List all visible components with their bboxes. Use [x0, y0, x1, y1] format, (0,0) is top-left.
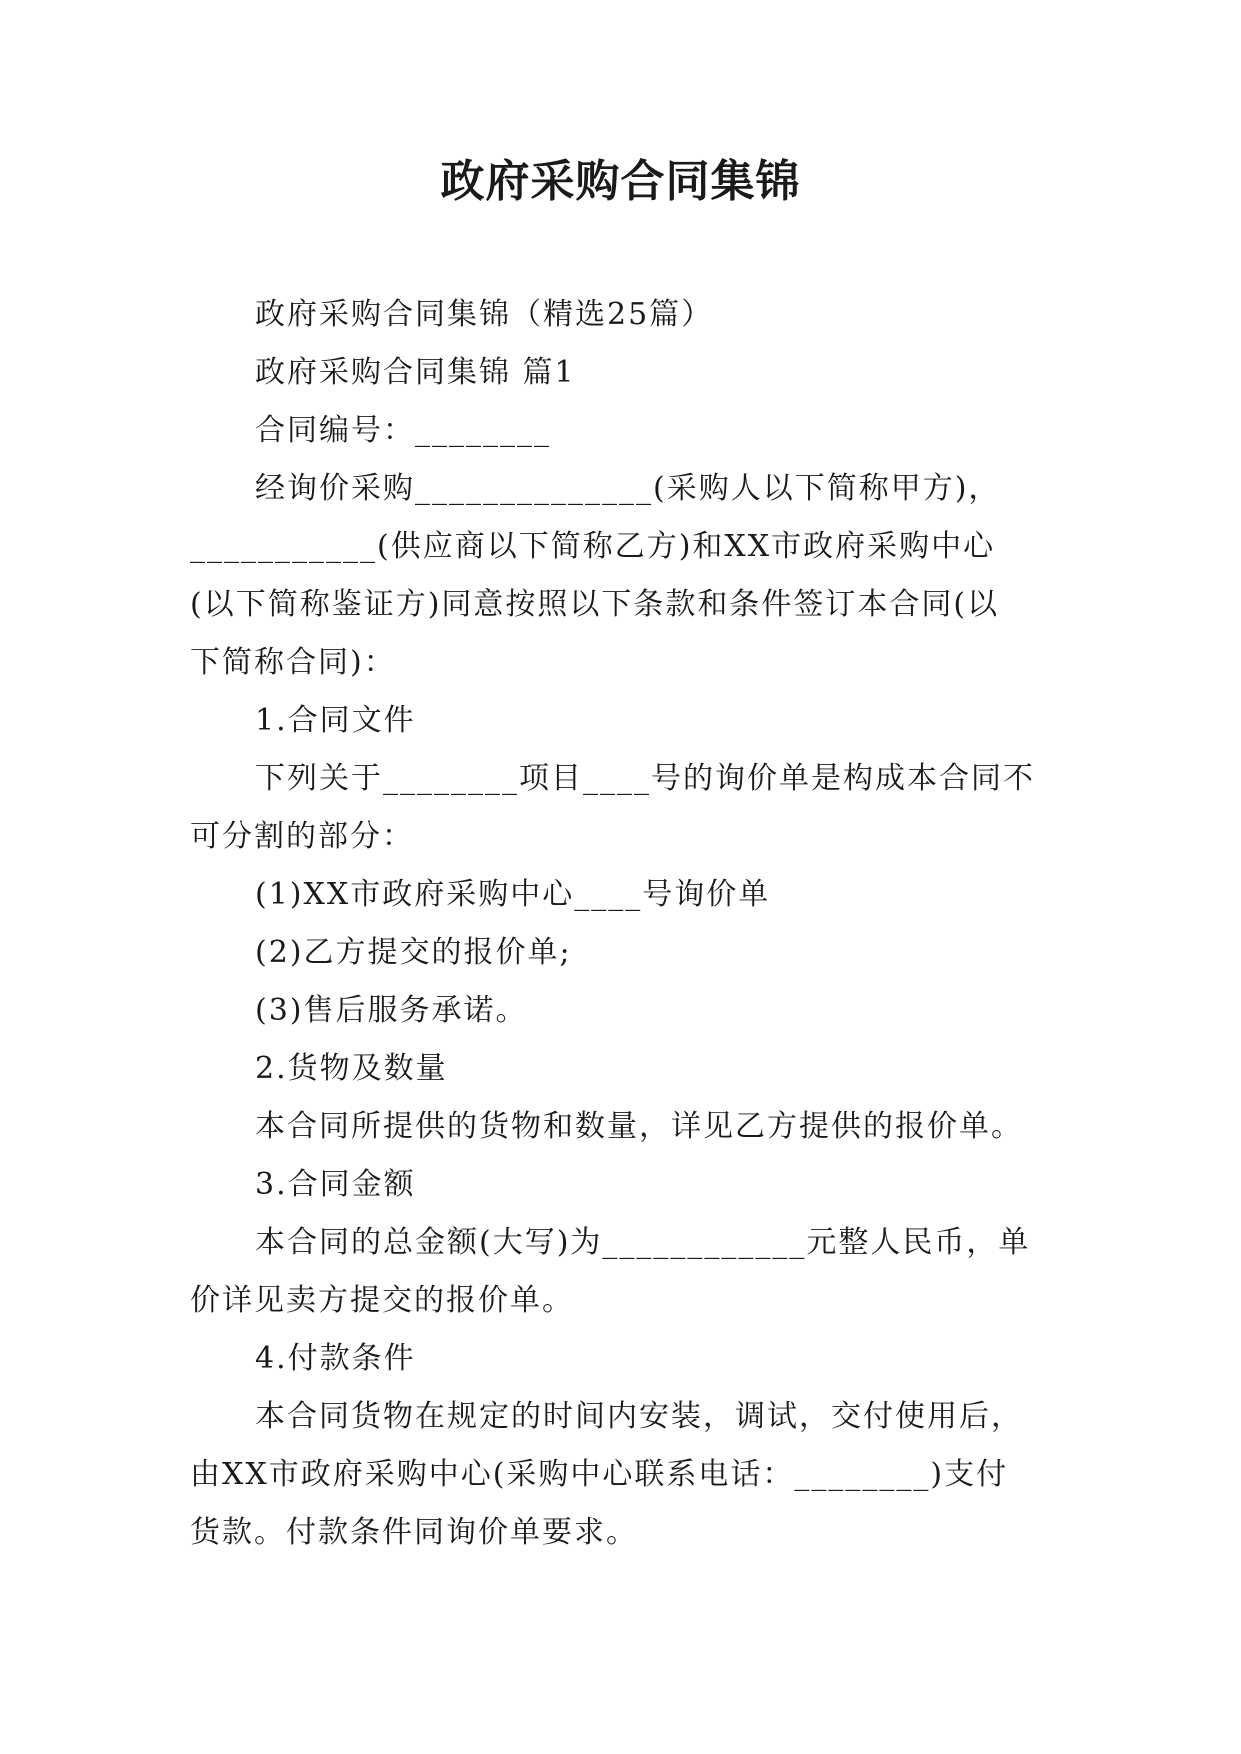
paragraph-line: 货款。付款条件同询价单要求。: [190, 1515, 638, 1550]
section-heading: 2.货物及数量: [255, 1051, 448, 1086]
paragraph-line: 价详见卖方提交的报价单。: [190, 1283, 574, 1318]
list-item: (2)乙方提交的报价单;: [255, 935, 572, 970]
paragraph-line: (以下简称鉴证方)同意按照以下条款和条件签订本合同(以: [190, 587, 1000, 622]
paragraph-line: 政府采购合同集锦 篇1: [255, 355, 576, 390]
list-item: (3)售后服务承诺。: [255, 993, 528, 1028]
paragraph-line: 由XX市政府采购中心(采购中心联系电话：________)支付: [190, 1457, 1009, 1492]
paragraph-line: 下列关于________项目____号的询价单是构成本合同不: [255, 761, 1035, 796]
paragraph-line: ___________(供应商以下简称乙方)和XX市政府采购中心: [190, 529, 996, 564]
paragraph-line: 政府采购合同集锦（精选25篇）: [255, 297, 714, 332]
document-title: 政府采购合同集锦: [440, 156, 801, 207]
list-item: (1)XX市政府采购中心____号询价单: [255, 877, 771, 912]
section-heading: 4.付款条件: [255, 1341, 416, 1376]
paragraph-line: 可分割的部分：: [190, 819, 414, 854]
paragraph-line: 下简称合同)：: [190, 645, 396, 680]
section-heading: 1.合同文件: [255, 703, 416, 738]
paragraph-line: 合同编号：________: [255, 413, 551, 448]
paragraph-line: 本合同所提供的货物和数量，详见乙方提供的报价单。: [255, 1109, 1023, 1144]
section-heading: 3.合同金额: [255, 1167, 416, 1202]
paragraph-line: 本合同货物在规定的时间内安装，调试，交付使用后，: [255, 1399, 1023, 1434]
paragraph-line: 本合同的总金额(大写)为____________元整人民币，单: [255, 1225, 1031, 1260]
paragraph-line: 经询价采购______________(采购人以下简称甲方)，: [255, 471, 1001, 506]
